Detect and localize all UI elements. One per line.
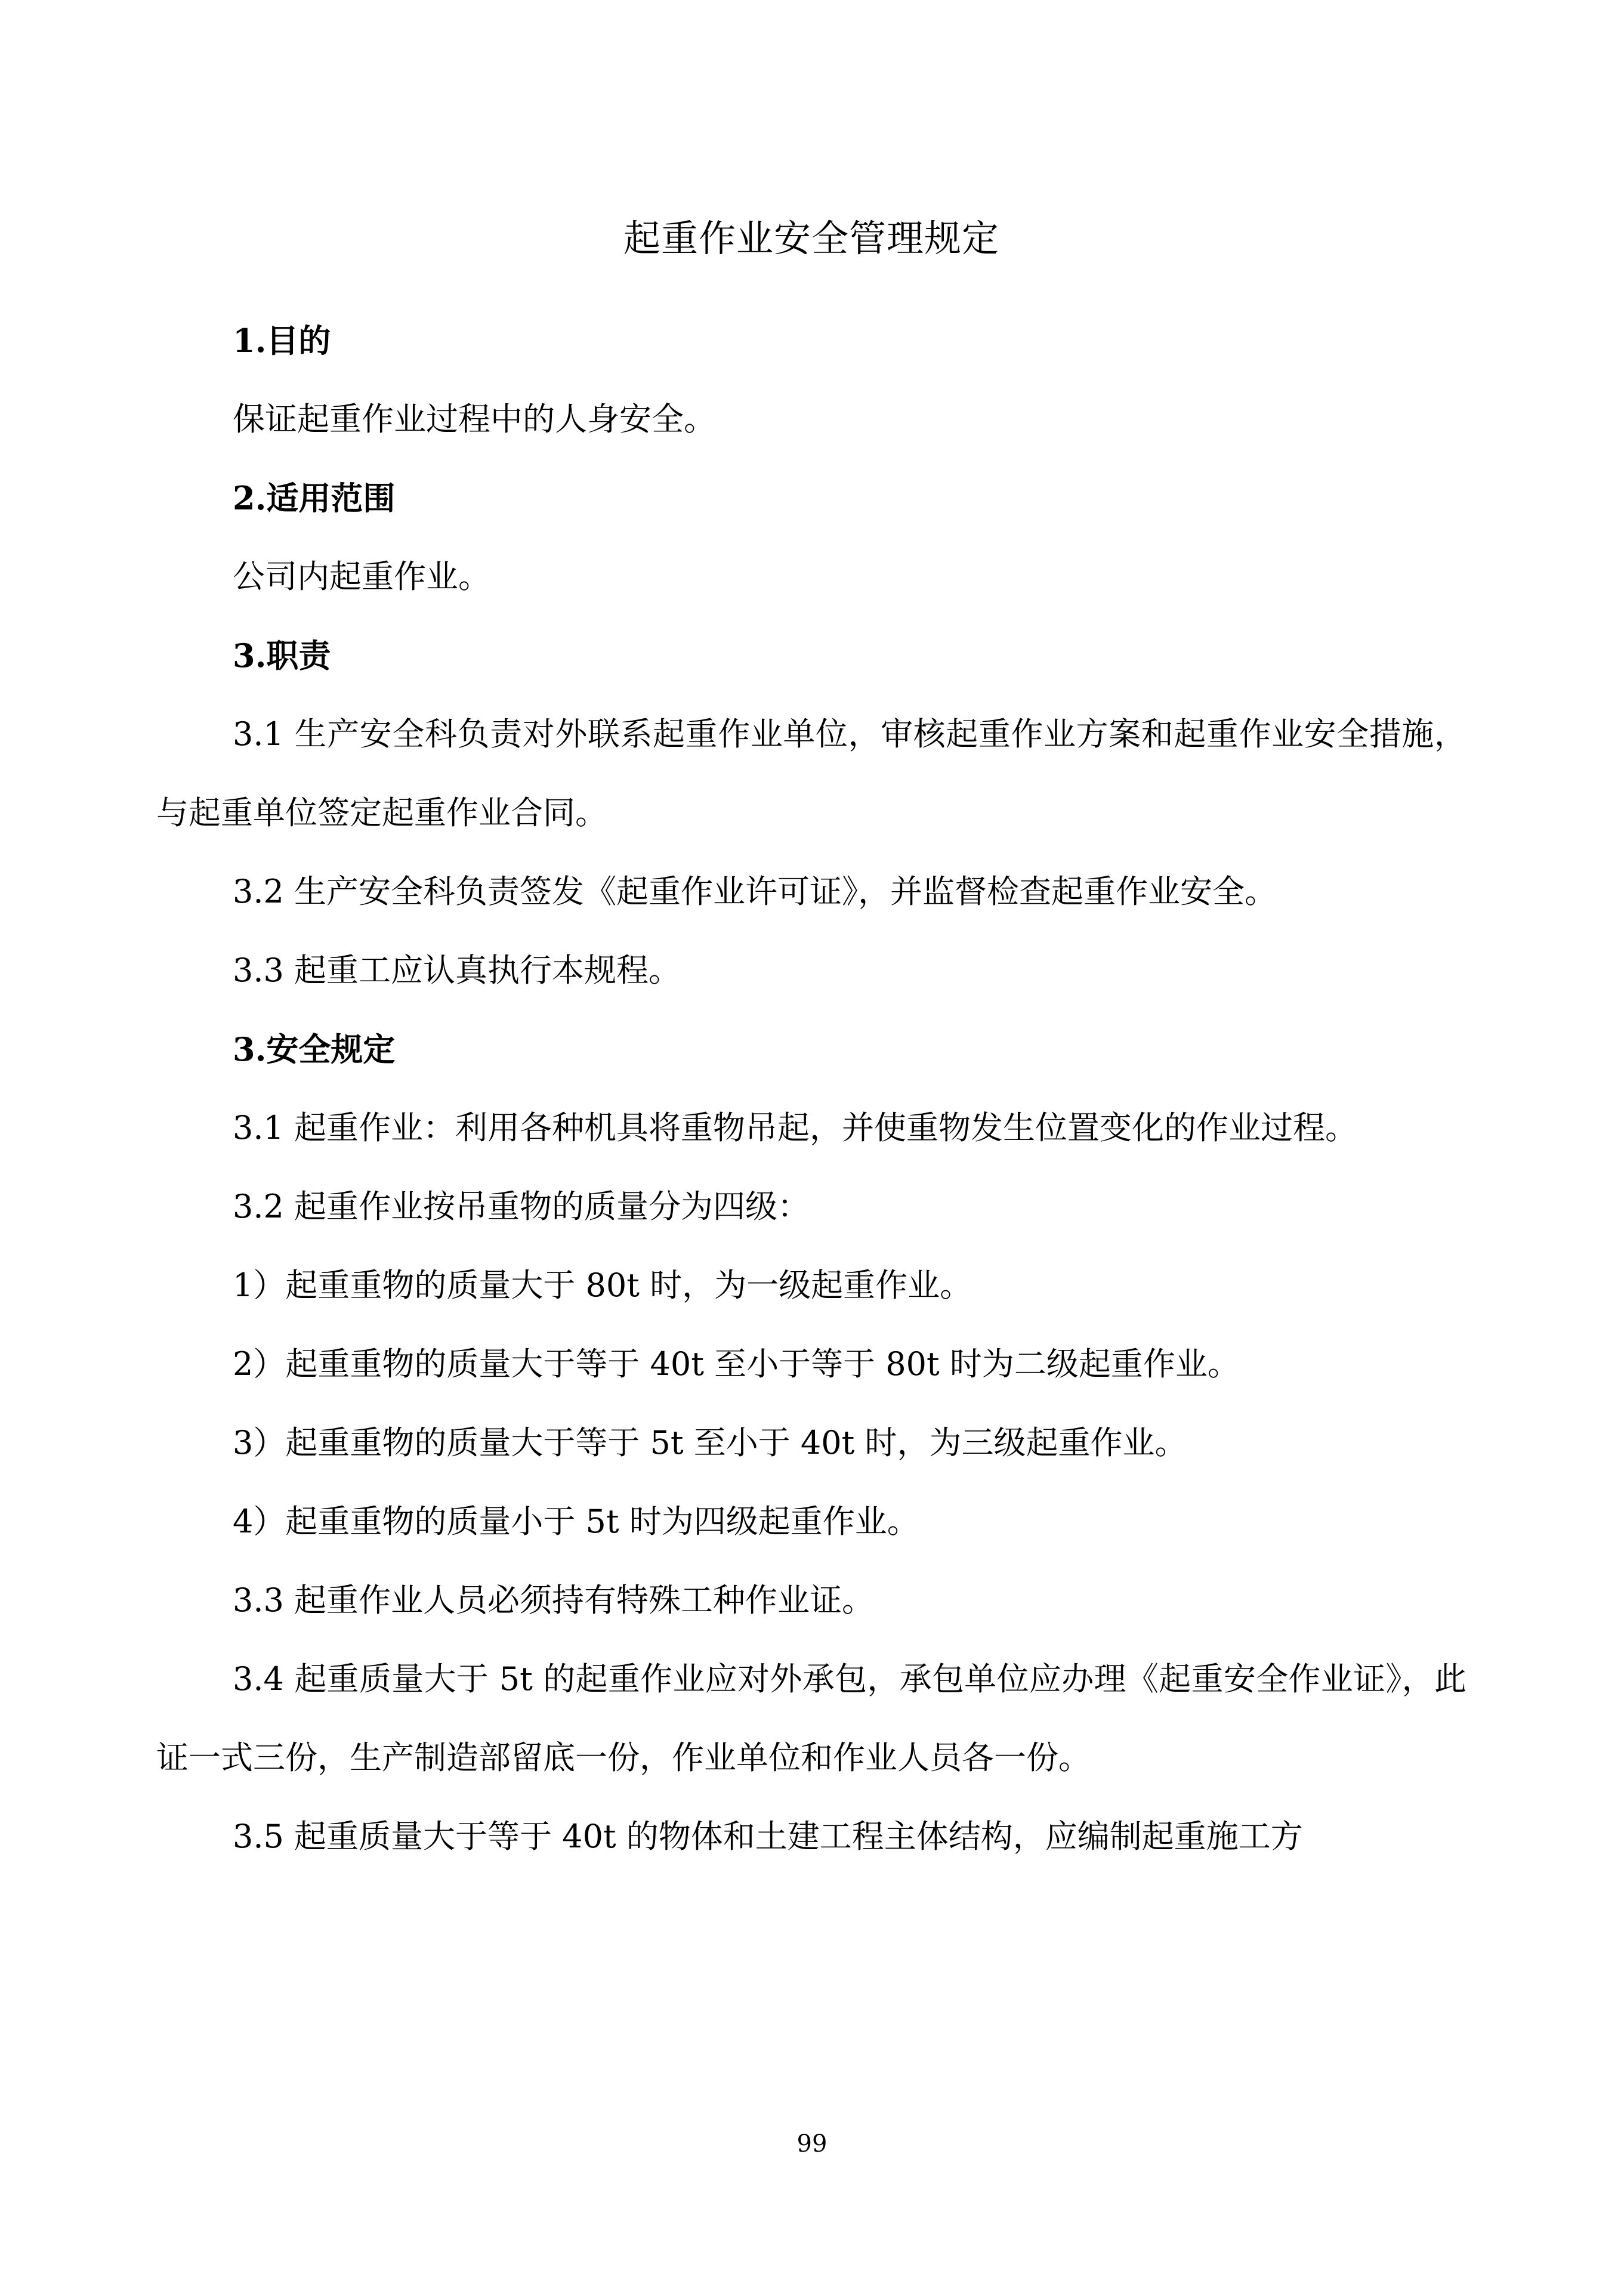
paragraph-3-5-safety: 3.5 起重质量大于等于 40t 的物体和土建工程主体结构，应编制起重施工方 (233, 1817, 1303, 1855)
paragraph-3-4-safety: 3.4 起重质量大于 5t 的起重作业应对外承包，承包单位应办理《起重安全作业证》，此证一式三份，生产制造部留底一份，作业单位和作业人员各一份。 (156, 1660, 1466, 1776)
page-title: 起重作业安全管理规定 (623, 217, 999, 260)
paragraph-scope-body: 公司内起重作业。 (233, 557, 490, 595)
paragraph-purpose-body: 保证起重作业过程中的人身安全。 (233, 400, 716, 438)
list-item-level-2: 2）起重重物的质量大于等于 40t 至小于等于 80t 时为二级起重作业。 (233, 1345, 1240, 1383)
section-heading-scope: 2.适用范围 (233, 478, 396, 517)
section-heading-safety-rules: 3.安全规定 (233, 1030, 396, 1068)
list-item-level-1: 1）起重重物的质量大于 80t 时，为一级起重作业。 (233, 1266, 972, 1304)
paragraph-3-2-responsibility: 3.2 生产安全科负责签发《起重作业许可证》，并监督检查起重作业安全。 (233, 872, 1277, 910)
document-content (156, 215, 1466, 1876)
section-heading-purpose: 1.目的 (233, 321, 331, 360)
paragraph-3-2-safety: 3.2 起重作业按吊重物的质量分为四级： (233, 1187, 810, 1225)
list-item-level-3: 3）起重重物的质量大于等于 5t 至小于 40t 时，为三级起重作业。 (233, 1423, 1187, 1461)
paragraph-3-1-safety: 3.1 起重作业：利用各种机具将重物吊起，并使重物发生位置变化的作业过程。 (233, 1108, 1358, 1147)
paragraph-3-3-safety: 3.3 起重作业人员必须持有特殊工种作业证。 (233, 1581, 875, 1619)
paragraph-3-1-responsibility: 3.1 生产安全科负责对外联系起重作业单位，审核起重作业方案和起重作业安全措施，与起重单位签定起重作业合同。 (156, 715, 1466, 832)
page-number: 99 (796, 2130, 828, 2158)
section-heading-responsibility: 3.职责 (233, 636, 331, 675)
paragraph-3-3-responsibility: 3.3 起重工应认真执行本规程。 (233, 951, 681, 989)
list-item-level-4: 4）起重重物的质量小于 5t 时为四级起重作业。 (233, 1502, 919, 1540)
